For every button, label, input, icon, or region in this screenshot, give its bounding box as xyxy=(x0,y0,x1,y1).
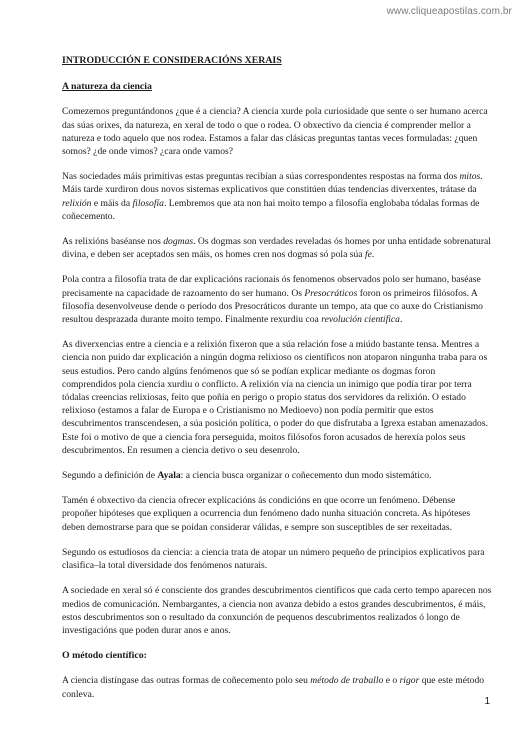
paragraph-3-text-a: As relixións baséanse nos xyxy=(62,236,164,248)
section-title-metodo: O método científico: xyxy=(62,650,147,662)
paragraph-4-em-revolucion: revolución científica xyxy=(321,314,400,326)
paragraph-4 xyxy=(62,273,492,326)
paragraph-10-em-metodo: método de traballo xyxy=(310,675,384,687)
paragraph-10 xyxy=(62,674,492,700)
paragraph-8: Segundo os estudiosos da ciencia: a ciencia trata de atopar un número pequeño de principios explicativos para clasifica–la total diversidade dos fenómenos naturais. xyxy=(62,546,485,572)
paragraph-1: Comezemos preguntándonos ¿que é a ciencia? A ciencia xurde pola curiosidade que sente o ser humano acerca das súas orixes, da natureza, en xeral de todo o que o rodea. O obxectivo da ciencia é comprender mellor a natureza e todo aquelo que nos rodea. Estamos a falar das clásicas preguntas tantas veces formuladas: ¿quen somos? ¿de onde vimos? ¿cara onde vamos? xyxy=(62,106,488,158)
paragraph-6-strong-ayala: Ayala xyxy=(157,470,181,482)
paragraph-10-text-c: que este método conleva. xyxy=(62,675,485,700)
paragraph-4-text-a: Pola contra a filosofía trata de dar explicacións racionais ós fenomenos observados polo ser humano, baséase precisamente na capacidade de razoamento do ser humano. Os xyxy=(62,274,481,299)
paragraph-2-text-b: . Máis tarde xurdiron dous novos sistemas explicativos que constitúen dúas tendencias diverxentes, trátase da xyxy=(62,171,483,196)
paragraph-2-text-a: Nas sociedades máis primitivas estas preguntas recibían a súas correspondentes respostas na forma dos xyxy=(62,171,460,183)
paragraph-3-em-dogmas: dogmas xyxy=(163,236,194,248)
paragraph-3-text-b: . Os dogmas son verdades reveladas ós homes por unha entidade sobrenatural divina, e deben ser aceptados sen máis, os homes cren nos dogmas só pola súa xyxy=(62,236,491,261)
paragraph-4-text-c: . xyxy=(399,314,403,326)
paragraph-10-em-rigor: rigor xyxy=(399,675,420,687)
paragraph-3-text-c: . xyxy=(371,249,375,261)
paragraph-6-text-a: Segundo a definición de xyxy=(62,470,158,482)
watermark: www.cliqueapostilas.com.br xyxy=(386,6,512,17)
paragraph-6-text-b: : a ciencia busca organizar o coñecemento dun modo sistemático. xyxy=(180,470,432,482)
paragraph-6 xyxy=(62,469,492,482)
page-number: 1 xyxy=(484,696,490,707)
paragraph-4-em-presocraticos: Presocráticos xyxy=(304,287,358,299)
section-title-natureza: A natureza da ciencia xyxy=(62,81,152,93)
paragraph-2-em-filosofia: filosofía xyxy=(132,197,164,209)
paragraph-7: Tamén é obxectivo da ciencia ofrecer explicacións ás condicións en que ocorre un fenómeno. Débense propoñer hipóteses que expliquen a ocurrencia dun fenómeno dado nunha situación concreta. As hipóteses deben demostrarse para que se poidan considerar válidas, e sempre son susceptibles de ser rexeitadas. xyxy=(62,495,471,533)
paragraph-3 xyxy=(62,235,492,261)
paragraph-5: As diverxencias entre a ciencia e a relixión fixeron que a súa relación fose a miúdo bastante tensa. Mentres a ciencia non puido dar explicación a ningún dogma relixioso os científicos non atoparon ningunha traba para os seus estudios. Pero cando algúns fenómenos que só se podían explicar mediante os dogmas foron comprendidos pola ciencia xurdiu o conflicto. A relixión vía na ciencia un inimigo que podía tirar por terra tódalas creencias relixiosas, feito que poñía en perigo o propio status dos servidores da relixión. O estado relixioso (estamos a falar de Europa e o Cristianismo no Medioevo) non podía permitir que estos descubrimentos transcendesen, a súa posición política, o poder do que disfrutaba a Igrexa estaban amenazados. Este foi o motivo de que a ciencia fora perseguida, moitos filósofos foron acusados de herexía polos seus descubrimentos. En resumen a ciencia detivo o seu desenrolo. xyxy=(62,339,488,456)
paragraph-3-em-fe: fe xyxy=(364,249,372,261)
paragraph-2-text-c: e máis da xyxy=(91,197,133,209)
paragraph-4-text-b: foron os primeiros filósofos. A filosofía desenvolveuse dende o período dos Presocráticos durante un tempo, ata que co auxe do Cristianismo resultou desprazada durante moito tempo. Finalmente rexurdiu coa xyxy=(62,287,483,326)
paragraph-9: A sociedade en xeral só é consciente dos grandes descubrimentos científicos que cada certo tempo aparecen nos medios de comunicación. Nembargantes, a ciencia non avanza debido a estos grandes descubrimentos, é máis, estos descubrimentos son o resultado da conxunción de pequenos descubrimentos realizados ó longo de investigacións que poden durar anos e anos. xyxy=(62,585,492,636)
paragraph-2-text-d: . Lembremos que ata non hai moito tempo a filosofía englobaba tódalas formas de coñecemento. xyxy=(62,197,480,222)
paragraph-2-em-mitos: mitos xyxy=(459,171,481,183)
paragraph-2 xyxy=(62,170,492,223)
document-body xyxy=(62,54,492,713)
document-title: INTRODUCCIÓN E CONSIDERACIÓNS XERAIS xyxy=(62,55,282,66)
paragraph-10-text-a: A ciencia distíngase das outras formas de coñecemento polo seu xyxy=(62,675,311,687)
paragraph-2-em-relixion: relixión xyxy=(62,197,92,209)
paragraph-10-text-b: e o xyxy=(383,675,400,687)
